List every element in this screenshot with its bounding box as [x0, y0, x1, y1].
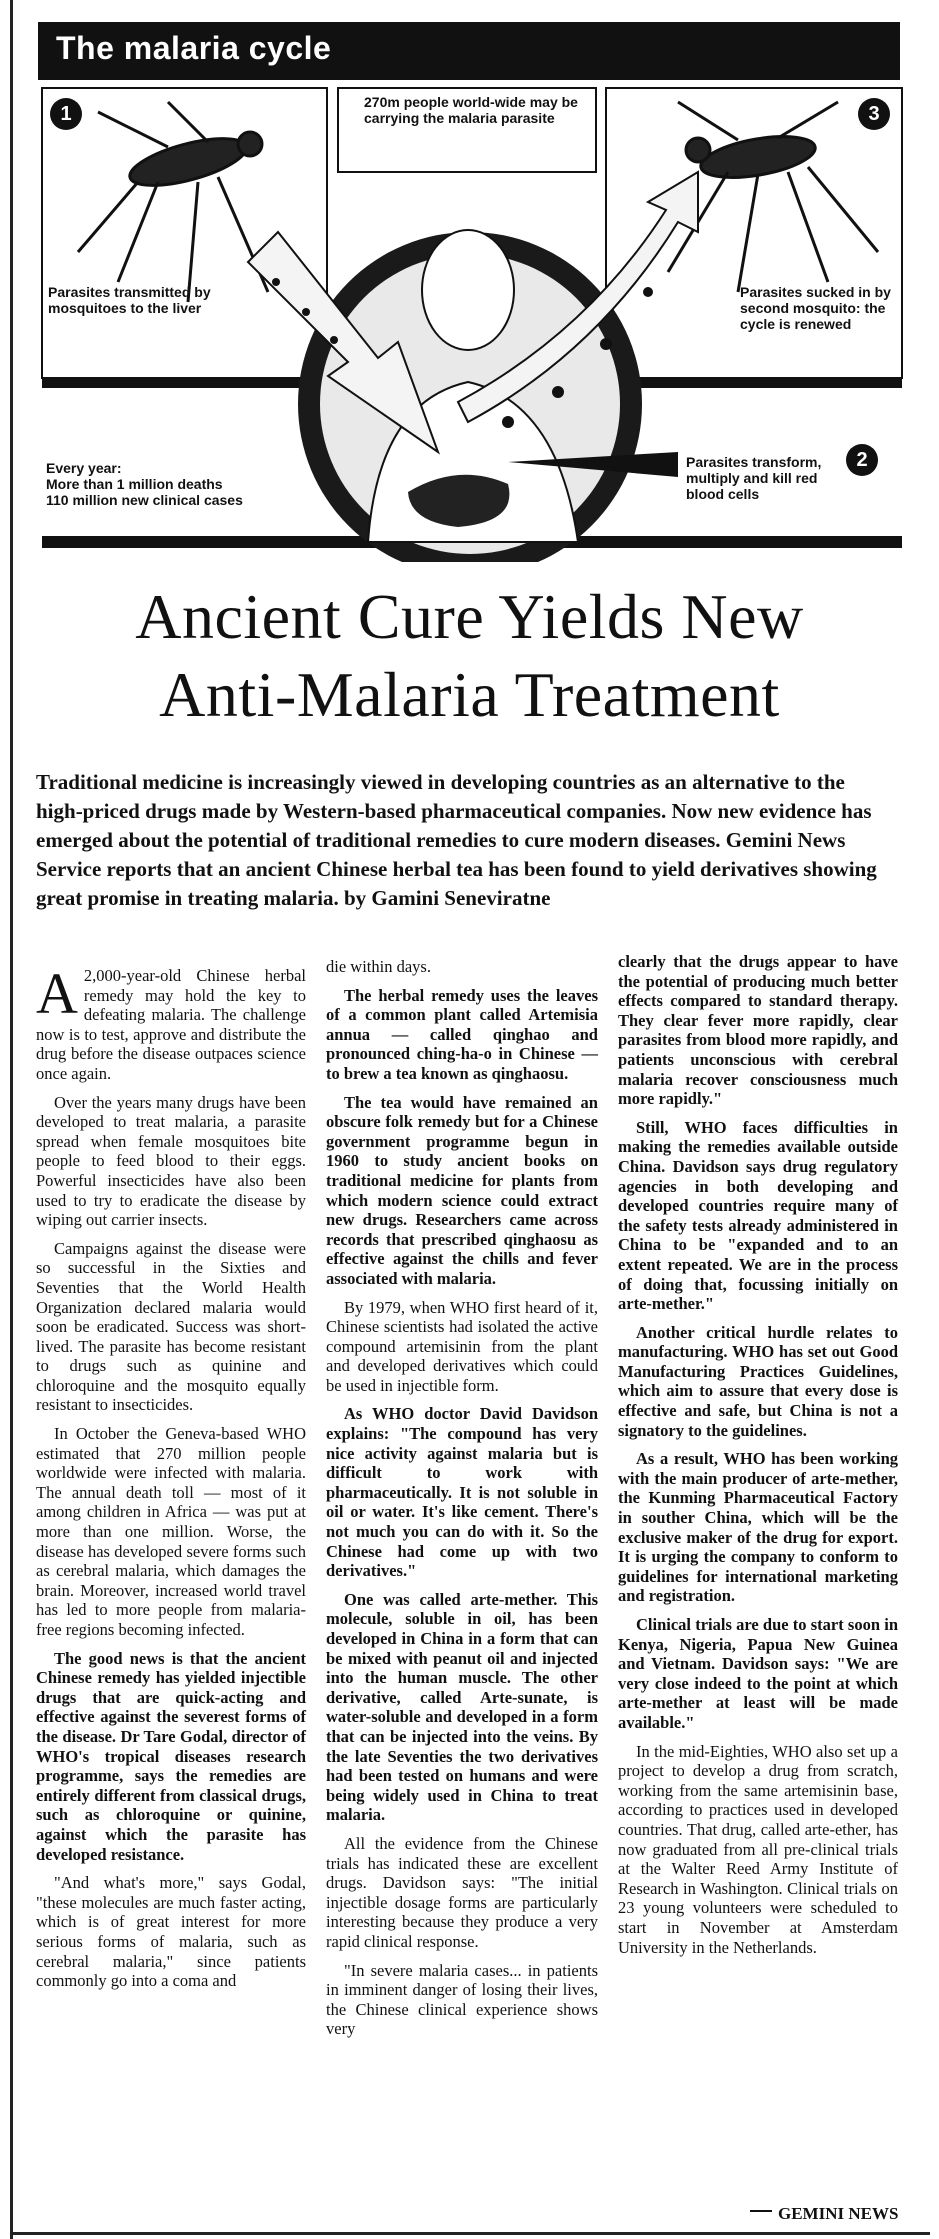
paragraph: Another critical hurdle relates to manufacturing. WHO has set out Good Manufacturing Practices Guidelines, which aim to assure that every dose is effective and safe, but China is not a signatory to the guidelines. — [618, 1322, 898, 1440]
paragraph: In October the Geneva-based WHO estimated that 270 million people worldwide were infected with malaria. The annual death toll — most of it among children in Africa — was put at more than one million. Worse, the disease has developed severe forms such as cerebral malaria, which damages the brain. Moreover, increased world travel has led to more people from malaria-free regions becoming infected. — [36, 1424, 306, 1639]
paragraph-text: 2,000-year-old Chinese herbal remedy may hold the key to defeating malaria. The challenge now is to test, approve and distribute the drug before the disease outpaces science once again. — [36, 966, 306, 1083]
signoff — [750, 2204, 898, 2224]
paragraph: Campaigns against the disease were so successful in the Sixties and Seventies that the World Health Organization declared malaria would soon be eradicated. Success was short-lived. The parasite has become resistant to drugs such as quinine and chloroquine and the mosquito equally resistant to insecticides. — [36, 1238, 306, 1415]
step3-label: Parasites sucked in by second mosquito: the cycle is renewed — [740, 284, 891, 332]
paragraph: clearly that the drugs appear to have the potential of producing much better effects compared to standard therapy. They clear fever more rapidly, clear parasites from blood more rapidly, and patients unconscious with cerebral malaria recover consciousness much more rapidly." — [618, 952, 898, 1109]
paragraph: All the evidence from the Chinese trials has indicated these are excellent drugs. Davidson says: "The initial injectible dosage forms are particularly interesting because they produce a very rapid clinical response. — [326, 1833, 598, 1951]
paragraph: Clinical trials are due to start soon in Kenya, Nigeria, Papua New Guinea and Vietnam. Davidson says: "We are very close indeed to the point at which arte-mether at least will be made available." — [618, 1615, 898, 1732]
malaria-cycle-graphic — [38, 22, 908, 562]
headline — [0, 578, 939, 734]
step1-label: Parasites transmitted by mosquitoes to the liver — [48, 284, 211, 316]
drop-cap: A — [36, 961, 78, 1026]
paragraph: "In severe malaria cases... in patients in imminent danger of losing their lives, the Chinese clinical experience shows very — [326, 1960, 598, 2039]
deck-summary: Traditional medicine is increasingly viewed in developing countries as an alternative to the high-priced drugs made by Western-based pharmaceutical companies. Now new evidence has emerged about the potential of traditional remedies to cure modern diseases. Gemini News Service reports that an ancient Chinese herbal tea has been found to yield derivatives showing great promise in treating malaria. by Gamini Seneviratne — [36, 770, 877, 910]
paragraph: As a result, WHO has been working with the main producer of arte-mether, the Kunming Pharmaceutical Factory in souther China, which will be the exclusive maker of the drug for export. It is urging the company to conform to guidelines for international marketing and registration. — [618, 1449, 898, 1606]
paragraph: By 1979, when WHO first heard of it, Chinese scientists had isolated the active compound artemisinin from the plant and developed derivatives which could be used in injectible form. — [326, 1297, 598, 1395]
article-column-2 — [326, 957, 598, 2048]
paragraph: The tea would have remained an obscure folk remedy but for a Chinese government programme begun in 1960 to study ancient books on traditional medicine for plants from which modern science could extract new drugs. Researchers came across records that prescribed qinghaosu as effective against the chills and fever associated with malaria. — [326, 1092, 598, 1288]
paragraph: Over the years many drugs have been developed to treat malaria, a parasite spread when female mosquitoes bite people to feed blood to their eggs. Powerful insecticides have also been used to try to eradicate the disease by wiping out carrier insects. — [36, 1092, 306, 1230]
bottom-border-rule — [10, 2232, 930, 2235]
paragraph: As WHO doctor David Davidson explains: "The compound has very nice activity against malaria but is difficult to work with pharmaceutically. It is not soluble in oil or water. It's like cement. There's not much you can do with it. So the Chinese had come up with two derivatives." — [326, 1404, 598, 1581]
step2-label: Parasites transform, multiply and kill red blood cells — [686, 454, 822, 502]
step2-number: 2 — [846, 444, 878, 476]
step1-number: 1 — [50, 98, 82, 130]
paragraph: The good news is that the ancient Chinese remedy has yielded injectible drugs that are quick-acting and effective against the severest forms of the disease. Dr Tare Godal, director of WHO's tropical diseases research programme, says the remedies are entirely different from classical drugs, such as chloroquine or quinine, against which the parasite has developed resistance. — [36, 1648, 306, 1864]
stat-yearly-cases: 110 million new clinical cases — [46, 492, 243, 508]
paragraph: The herbal remedy uses the leaves of a common plant called Artemisia annua — called qinghao and pronounced ching-ha-o in Chinese — to brew a tea known as qinghaosu. — [326, 985, 598, 1083]
paragraph: In the mid-Eighties, WHO also set up a project to develop a drug from scratch, working from the same artemisinin base, according to practices used in developed countries. That drug, called arte-ether, has now graduated from all pre-clinical trials at the Walter Reed Army Institute of Research in Washington. Clinical trials on 23 young volunteers were scheduled to start in November at Amsterdam University in the Netherlands. — [618, 1741, 898, 1957]
paragraph: "And what's more," says Godal, "these molecules are much faster acting, which is of great interest for more serious forms of malaria, such as cerebral malaria," since patients commonly go into a coma and — [36, 1873, 306, 1991]
graphic-title: The malaria cycle — [56, 30, 332, 66]
headline-line2: Anti-Malaria Treatment — [159, 659, 780, 730]
paragraph: One was called arte-mether. This molecule, soluble in oil, has been developed in China in a form that can be mixed with peanut oil and injected into the human muscle. The other derivative, called Arte-sunate, is water-soluble and developed in a form that can be injected into the veins. By the late Seventies the two derivatives had been tested on humans and were being widely used in China to treat malaria. — [326, 1589, 598, 1825]
left-border-rule — [10, 0, 13, 2239]
stat-yearly-label: Every year: — [46, 460, 122, 476]
stat-yearly-deaths: More than 1 million deaths — [46, 476, 223, 492]
headline-line1: Ancient Cure Yields New — [135, 581, 804, 652]
paragraph: die within days. — [326, 957, 431, 976]
article-column-1 — [36, 961, 306, 2000]
stat-yearly — [46, 460, 346, 508]
article-column-3 — [618, 952, 898, 1966]
signoff-text: GEMINI NEWS — [778, 2204, 899, 2223]
paragraph: Still, WHO faces difficulties in making the remedies available outside China. Davidson says drug regulatory agencies in both developing and developed countries require many of the safety tests already administered in China to be "expanded and to an extent repeated. We are in the process of doing that, focussing initially on arte-mether." — [618, 1117, 898, 1314]
step3-number: 3 — [858, 98, 890, 130]
stat-carriers: 270m people world-wide may be carrying the malaria parasite — [364, 94, 578, 126]
paragraph — [36, 961, 306, 1084]
